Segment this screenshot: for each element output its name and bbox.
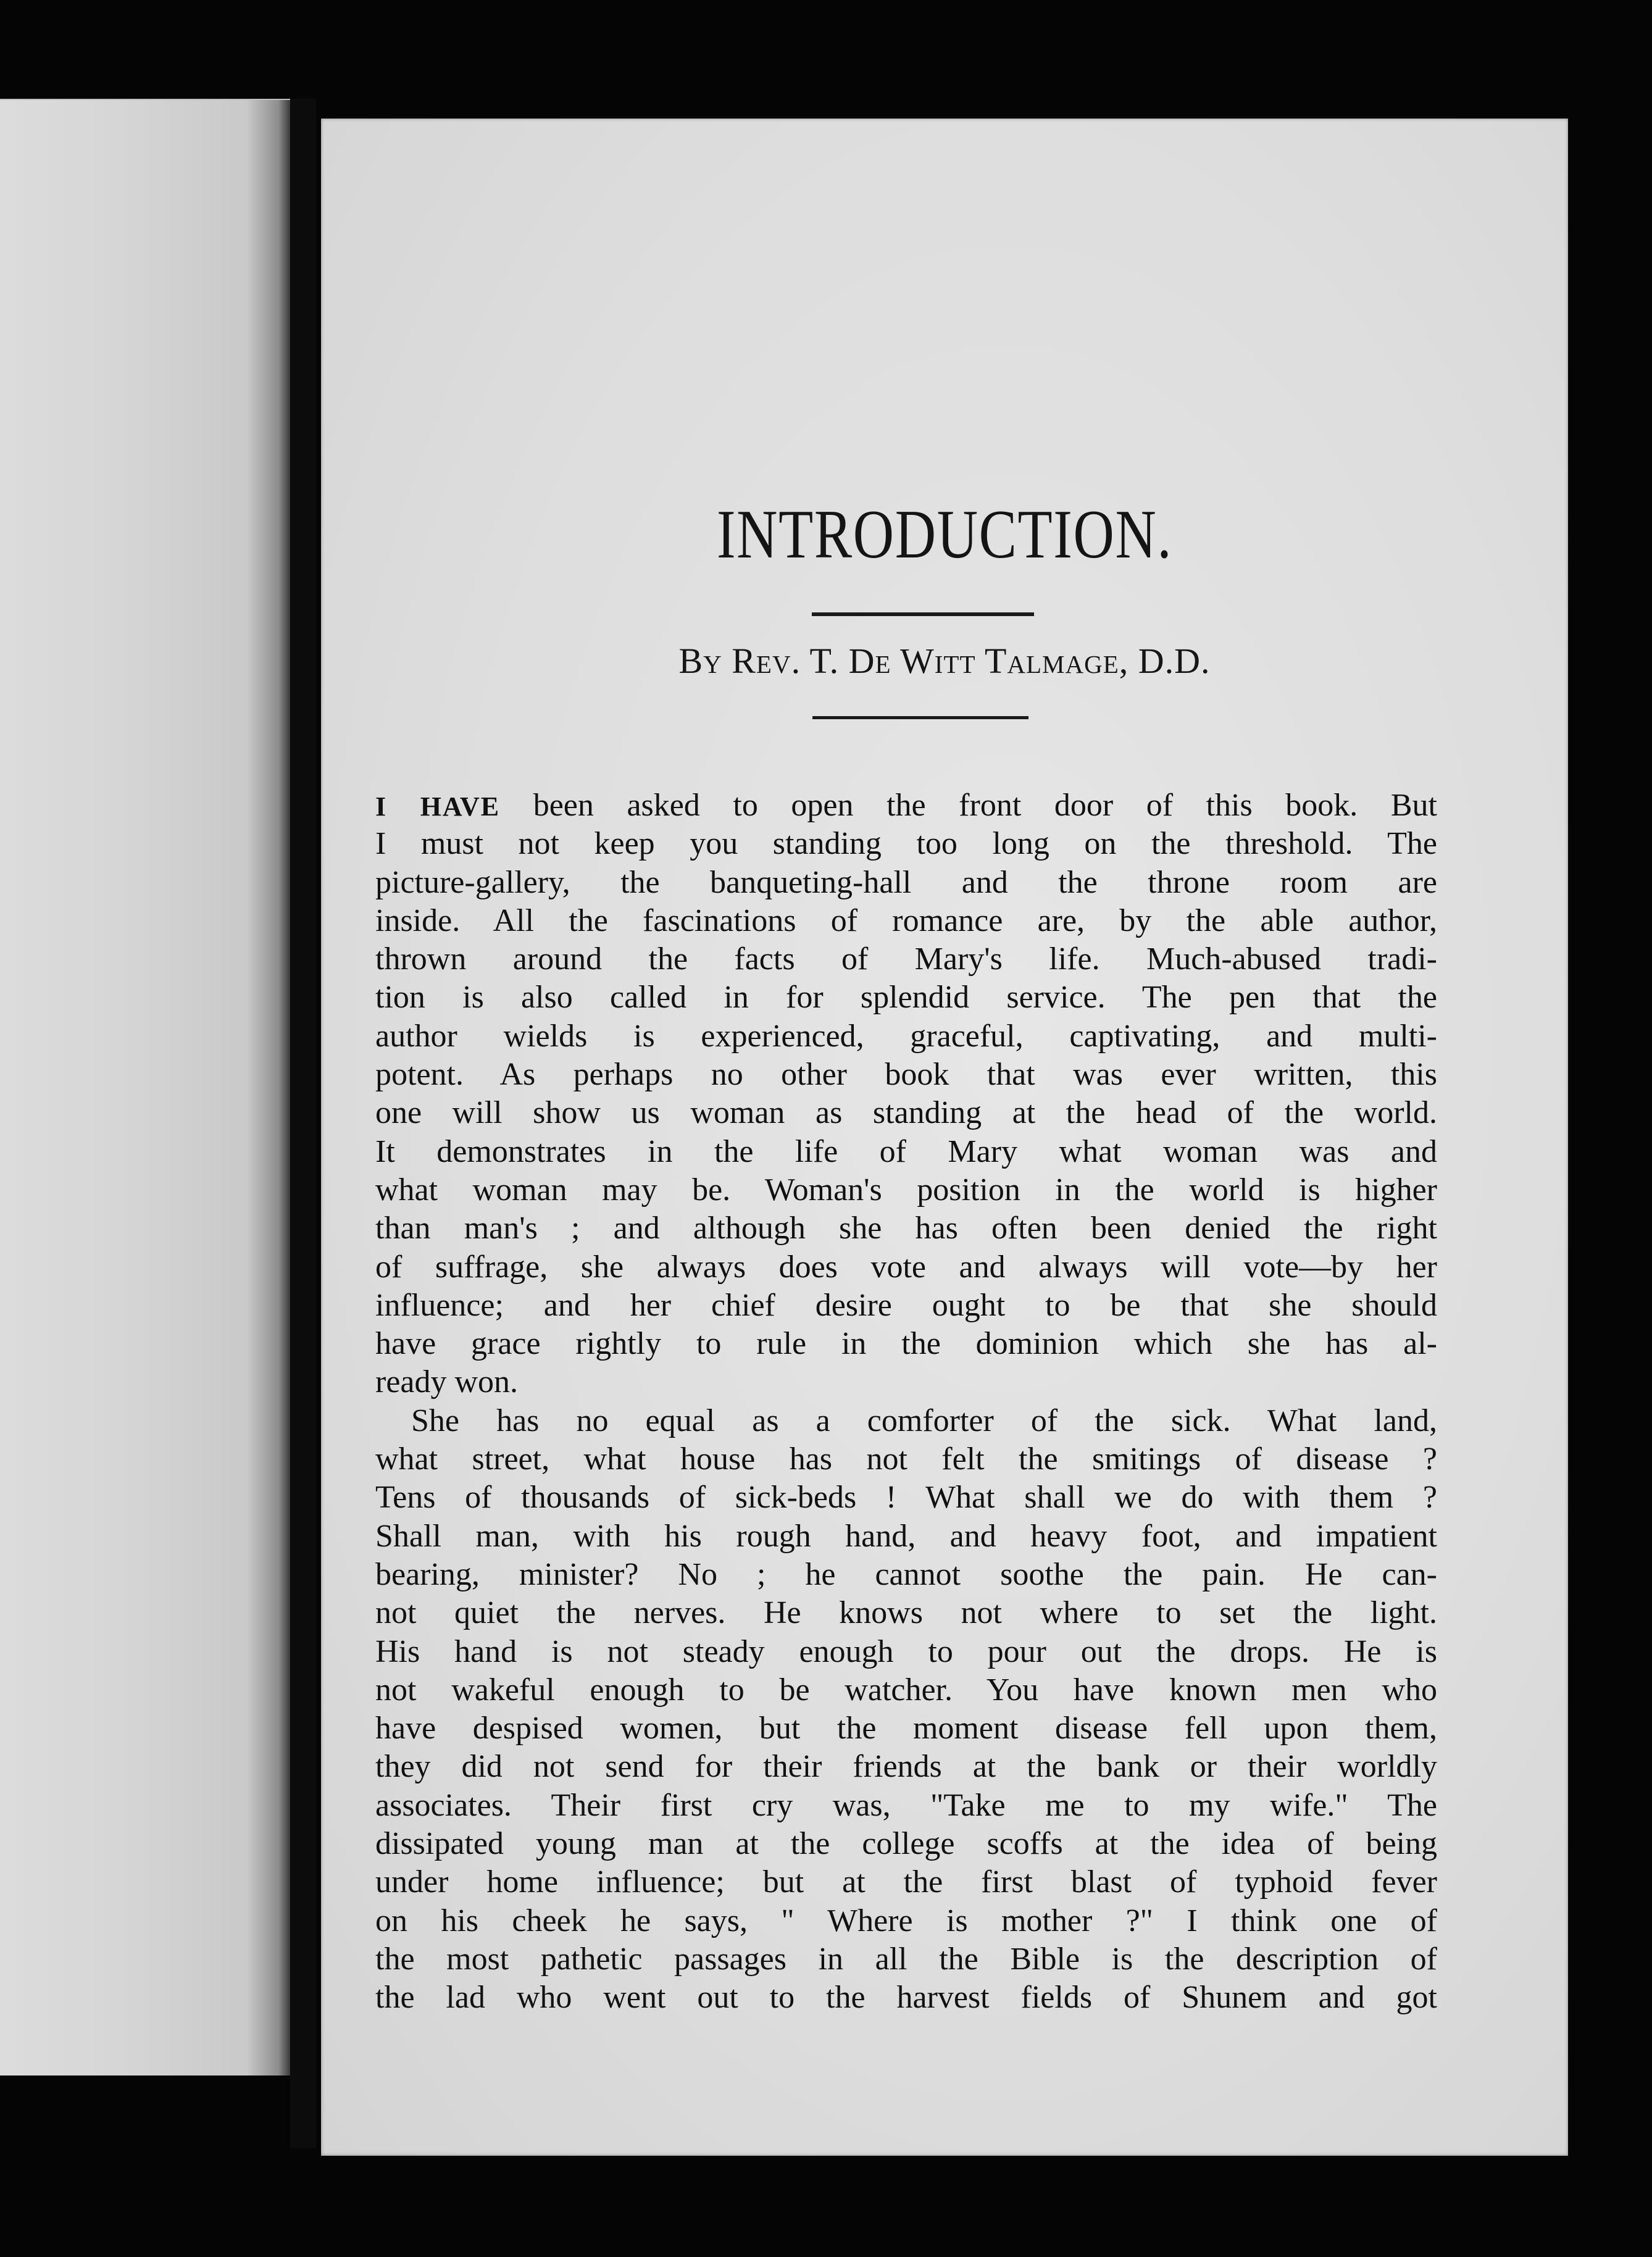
text-line: Tens of thousands of sick-beds ! What shall we do with them ? — [375, 1480, 1437, 1516]
text-line: of suffrage, she always does vote and always will vote—by her — [375, 1249, 1437, 1285]
previous-page-edge — [0, 99, 290, 2076]
text-line: I must not keep you standing too long on the threshold. The — [375, 826, 1437, 862]
text-line: dissipated young man at the college scoffs at the idea of being — [375, 1826, 1437, 1862]
text-line: have grace rightly to rule in the dominion which she has al- — [375, 1326, 1437, 1362]
text-line: influence; and her chief desire ought to be that she should — [375, 1287, 1437, 1323]
text-line: not wakeful enough to be watcher. You have known men who — [375, 1672, 1437, 1708]
text-line: picture-gallery, the banqueting-hall and the throne room are — [375, 864, 1437, 900]
text-line: what street, what house has not felt the smitings of disease ? — [375, 1441, 1437, 1477]
text-line: have despised women, but the moment disease fell upon them, — [375, 1711, 1437, 1746]
text-line: than man's ; and although she has often been denied the right — [375, 1211, 1437, 1246]
text-line: She has no equal as a comforter of the sick. What land, — [411, 1403, 1437, 1438]
text-line: what woman may be. Woman's position in the world is higher — [375, 1172, 1437, 1208]
lead-in-caps: I HAVE — [375, 791, 501, 822]
page-title: INTRODUCTION. — [716, 496, 1173, 573]
text-line: on his cheek he says, " Where is mother ?" I think one of — [375, 1903, 1437, 1938]
text-line: the most pathetic passages in all the Bible is the description of — [375, 1941, 1437, 1977]
text-line: tion is also called in for splendid service. The pen that the — [375, 980, 1437, 1016]
text-line: one will show us woman as standing at the head of the world. — [375, 1095, 1437, 1131]
book-gutter — [290, 99, 316, 2148]
author-byline: By Rev. T. De Witt Talmage, D.D. — [678, 641, 1211, 681]
text-line: bearing, minister? No ; he cannot soothe the pain. He can- — [375, 1556, 1437, 1592]
text-line: they did not send for their friends at the bank or their worldly — [375, 1749, 1437, 1785]
text-line: thrown around the facts of Mary's life. Much-abused tradi- — [375, 941, 1437, 977]
text-line: ready won. — [375, 1364, 519, 1400]
text-line: potent. As perhaps no other book that was ever written, this — [375, 1057, 1437, 1093]
book-page — [321, 119, 1568, 2156]
body-text — [375, 786, 1437, 2017]
text-line: Shall man, with his rough hand, and heavy foot, and impatient — [375, 1518, 1437, 1554]
text-line: not quiet the nerves. He knows not where to set the light. — [375, 1595, 1437, 1631]
title-rule — [812, 612, 1034, 616]
text-line: under home influence; but at the first blast of typhoid fever — [375, 1864, 1437, 1900]
text-line: the lad who went out to the harvest fields of Shunem and got — [375, 1980, 1437, 2016]
text-line: author wields is experienced, graceful, captivating, and multi- — [375, 1018, 1437, 1054]
text-line: associates. Their first cry was, "Take me to my wife." The — [375, 1787, 1437, 1823]
text-line: inside. All the fascinations of romance are, by the able author, — [375, 903, 1437, 938]
text-line: It demonstrates in the life of Mary what woman was and — [375, 1133, 1437, 1169]
text-line: His hand is not steady enough to pour out the drops. He is — [375, 1633, 1437, 1669]
text-line: I HAVE been asked to open the front door of this book. But — [375, 788, 1438, 823]
byline-rule — [812, 716, 1028, 719]
